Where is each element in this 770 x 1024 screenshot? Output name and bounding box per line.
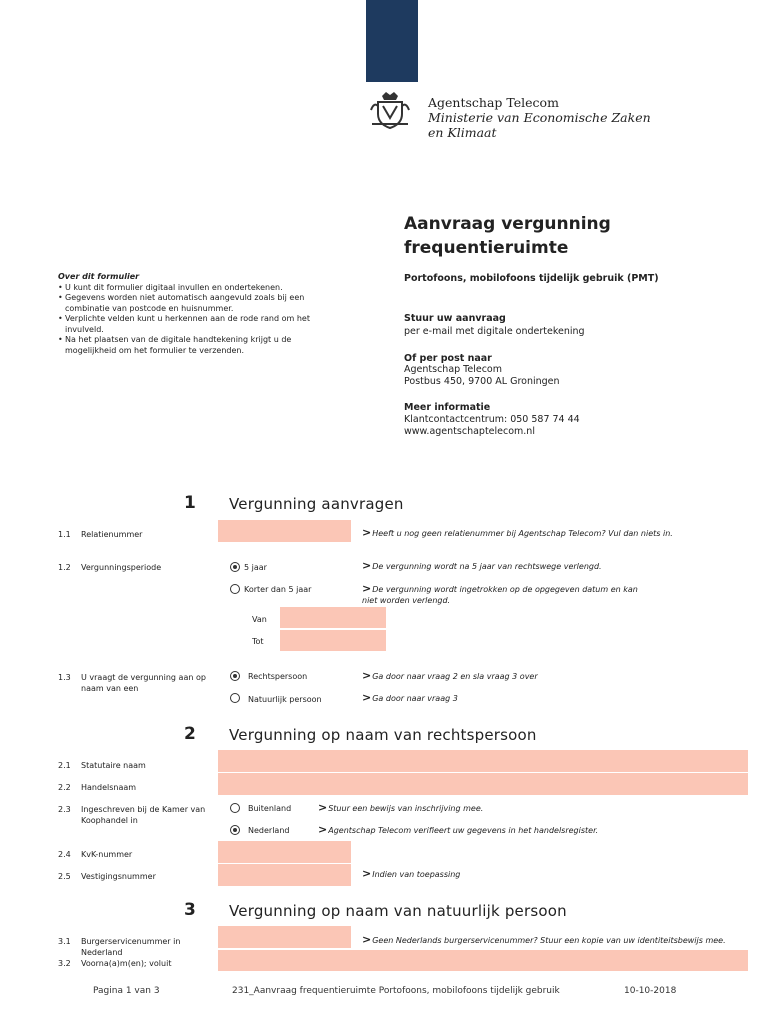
- post-line1: Agentschap Telecom: [404, 364, 502, 375]
- logo-text: [428, 95, 651, 140]
- natuurlijk-note: >Ga door naar vraag 3: [362, 691, 458, 704]
- kvk-registration-label: Ingeschreven bij de Kamer van Koophandel in: [81, 805, 206, 825]
- q-number: 1.2: [58, 563, 71, 572]
- vestigingsnummer-label: Vestigingsnummer: [81, 872, 156, 881]
- form-info: [58, 272, 338, 356]
- bsn-note: >Geen Nederlands burgerservicenummer? Stuur een kopie van uw identiteitsbewijs mee.: [362, 933, 726, 946]
- q-number: 3.2: [58, 959, 71, 968]
- period-5yr-radio[interactable]: [230, 562, 240, 572]
- rechtspersoon-label: Rechtspersoon: [248, 672, 308, 681]
- post-line2: Postbus 450, 9700 AL Groningen: [404, 376, 560, 387]
- bsn-label: Burgerservicenummer in Nederland: [81, 937, 181, 957]
- rechtspersoon-note: >Ga door naar vraag 2 en sla vraag 3 over: [362, 669, 538, 682]
- section-1-number: 1: [184, 493, 196, 513]
- page-number: Pagina 1 van 3: [93, 986, 160, 996]
- voornamen-label: Voorna(a)m(en); voluit: [81, 959, 172, 968]
- kvk-nummer-input[interactable]: [218, 841, 351, 863]
- handelsnaam-label: Handelsnaam: [81, 783, 137, 792]
- section-3-title: Vergunning op naam van natuurlijk persoon: [229, 902, 567, 920]
- applicant-type-label: U vraagt de vergunning aan op naam van een: [81, 673, 206, 693]
- section-1-title: Vergunning aanvragen: [229, 495, 404, 513]
- ministry-line2: en Klimaat: [428, 125, 497, 140]
- nederland-radio[interactable]: [230, 825, 240, 835]
- tot-date-input[interactable]: [280, 630, 386, 651]
- period-5yr-label: 5 jaar: [244, 563, 267, 572]
- document-id: 231_Aanvraag frequentieruimte Portofoons, mobilofoons tijdelijk gebruik: [232, 986, 560, 996]
- post-block: [404, 353, 560, 388]
- period-short-note: >De vergunning wordt ingetrokken op de opgegeven datum en kan niet worden verlengd.: [362, 582, 638, 605]
- van-date-input[interactable]: [280, 607, 386, 628]
- section-3-number: 3: [184, 900, 196, 920]
- voornamen-input[interactable]: [218, 950, 748, 971]
- nederland-label: Nederland: [248, 826, 290, 835]
- handelsnaam-input[interactable]: [218, 773, 748, 795]
- title-line1: Aanvraag vergunning: [404, 214, 611, 234]
- q-number: 2.4: [58, 850, 71, 859]
- nederland-note: >Agentschap Telecom verifieert uw gegevens in het handelsregister.: [318, 823, 599, 836]
- q-number: 2.5: [58, 872, 71, 881]
- title-line2: frequentieruimte: [404, 238, 569, 258]
- q-number: 2.3: [58, 805, 71, 814]
- kvk-nummer-label: KvK-nummer: [81, 850, 133, 859]
- period-short-label: Korter dan 5 jaar: [244, 585, 312, 594]
- phone-line: Klantcontactcentrum: 050 587 74 44: [404, 414, 580, 425]
- buitenland-note: >Stuur een bewijs van inschrijving mee.: [318, 801, 484, 814]
- agency-name: Agentschap Telecom: [428, 95, 559, 110]
- ribbon: [366, 0, 418, 82]
- q-number: 1.1: [58, 530, 71, 539]
- statutaire-naam-label: Statutaire naam: [81, 761, 146, 770]
- send-heading: Stuur uw aanvraag: [404, 313, 506, 324]
- tot-label: Tot: [252, 637, 264, 646]
- section-2-title: Vergunning op naam van rechtspersoon: [229, 726, 537, 744]
- document-date: 10-10-2018: [624, 986, 677, 996]
- page-title: [404, 212, 664, 260]
- period-short-radio[interactable]: [230, 584, 240, 594]
- van-label: Van: [252, 615, 267, 624]
- statutaire-naam-input[interactable]: [218, 750, 748, 772]
- q-number: 2.1: [58, 761, 71, 770]
- relatienummer-note: >Heeft u nog geen relatienummer bij Agentschap Telecom? Vul dan niets in.: [362, 526, 673, 539]
- send-block: [404, 313, 585, 338]
- ministry-line1: Ministerie van Economische Zaken: [428, 110, 651, 125]
- vestigingsnummer-input[interactable]: [218, 864, 351, 886]
- period-5yr-note: >De vergunning wordt na 5 jaar van rechtswege verlengd.: [362, 559, 602, 572]
- info-heading: Over dit formulier: [58, 272, 140, 281]
- more-heading: Meer informatie: [404, 402, 491, 413]
- more-info-block: [404, 402, 580, 438]
- q-number: 3.1: [58, 937, 71, 946]
- crest-icon: [368, 88, 412, 132]
- vestigingsnummer-note: >Indien van toepassing: [362, 867, 461, 880]
- post-heading: Of per post naar: [404, 353, 492, 364]
- info-item: • Na het plaatsen van de digitale handtekening krijgt u de mogelijkheid om het formulier te verzenden.: [58, 335, 338, 356]
- relatienummer-input[interactable]: [218, 520, 351, 542]
- natuurlijk-label: Natuurlijk persoon: [248, 695, 322, 704]
- q-number: 1.3: [58, 673, 71, 682]
- buitenland-label: Buitenland: [248, 804, 292, 813]
- q-number: 2.2: [58, 783, 71, 792]
- rechtspersoon-radio[interactable]: [230, 671, 240, 681]
- natuurlijk-radio[interactable]: [230, 693, 240, 703]
- info-item: • U kunt dit formulier digitaal invullen en ondertekenen.: [58, 283, 338, 294]
- send-text: per e-mail met digitale ondertekening: [404, 326, 585, 337]
- section-2-number: 2: [184, 724, 196, 744]
- info-item: • Verplichte velden kunt u herkennen aan de rode rand om het invulveld.: [58, 314, 338, 335]
- period-label: Vergunningsperiode: [81, 563, 162, 572]
- info-item: • Gegevens worden niet automatisch aangevuld zoals bij een combinatie van postcode en huisnummer.: [58, 293, 338, 314]
- relatienummer-label: Relatienummer: [81, 530, 143, 539]
- buitenland-radio[interactable]: [230, 803, 240, 813]
- page-subtitle: Portofoons, mobilofoons tijdelijk gebruik (PMT): [404, 273, 659, 284]
- website-link[interactable]: www.agentschaptelecom.nl: [404, 426, 535, 437]
- bsn-input[interactable]: [218, 926, 351, 948]
